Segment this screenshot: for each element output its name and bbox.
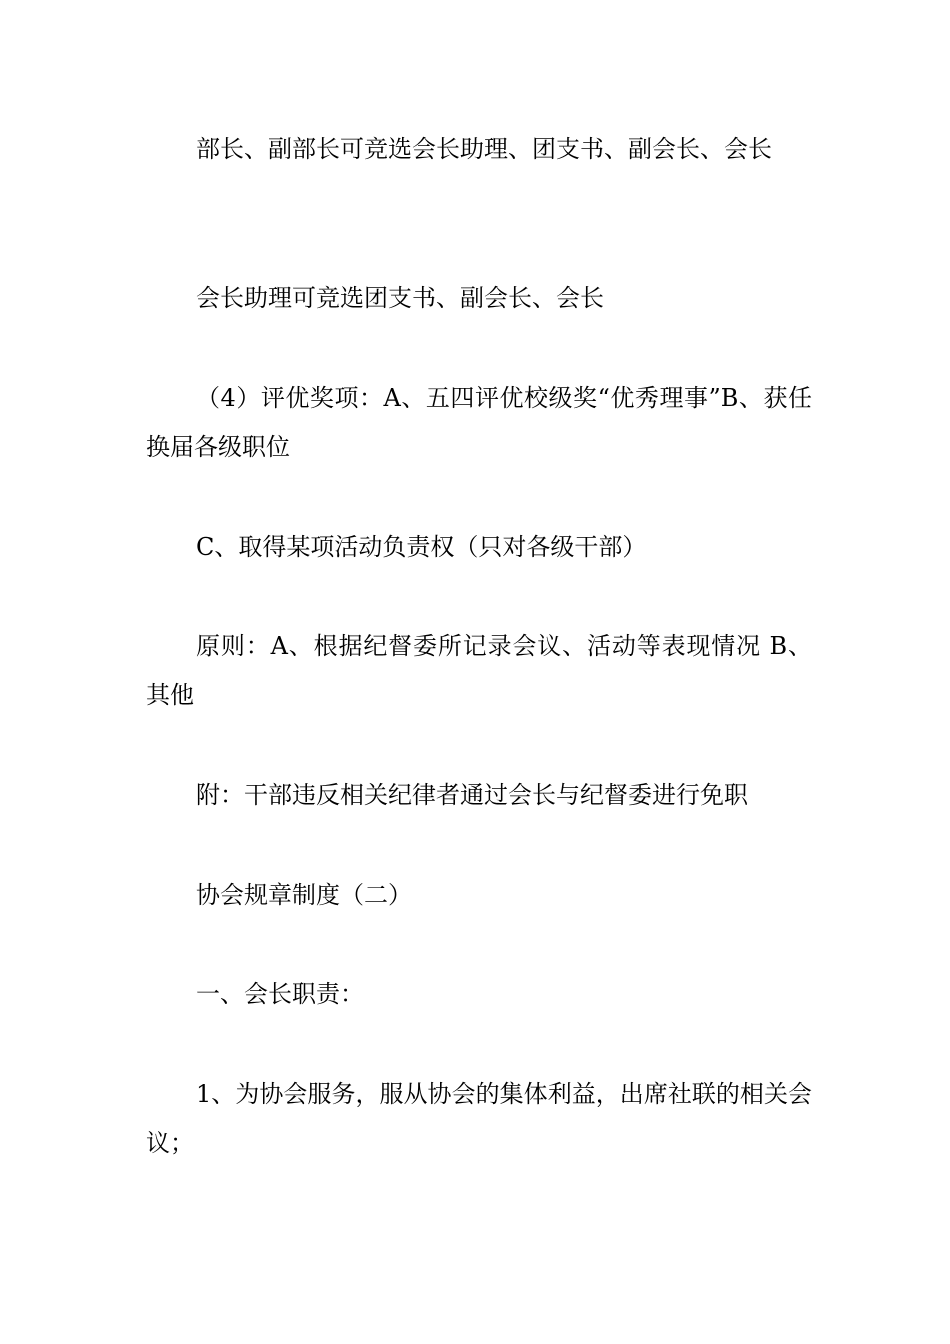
paragraph-duty-one: 1、为协会服务，服从协会的集体利益，出席社联的相关会议； bbox=[146, 1080, 812, 1157]
paragraph-award-c: C、取得某项活动负责权（只对各级干部） bbox=[196, 533, 647, 561]
paragraph-principles: 原则：A、根据纪督委所记录会议、活动等表现情况 B、其他 bbox=[146, 632, 812, 709]
paragraph-appendix: 附：干部违反相关纪律者通过会长与纪督委进行免职 bbox=[196, 781, 748, 809]
paragraph-candidacy-assistant: 会长助理可竞选团支书、副会长、会长 bbox=[196, 284, 604, 312]
heading-president-duties: 一、会长职责： bbox=[196, 980, 364, 1008]
section-title-rules-two: 协会规章制度（二） bbox=[196, 881, 412, 909]
paragraph-candidacy-ministers: 部长、副部长可竞选会长助理、团支书、副会长、会长 bbox=[196, 135, 772, 163]
paragraph-awards: （4）评优奖项：A、五四评优校级奖“优秀理事”B、获任换届各级职位 bbox=[146, 384, 812, 461]
